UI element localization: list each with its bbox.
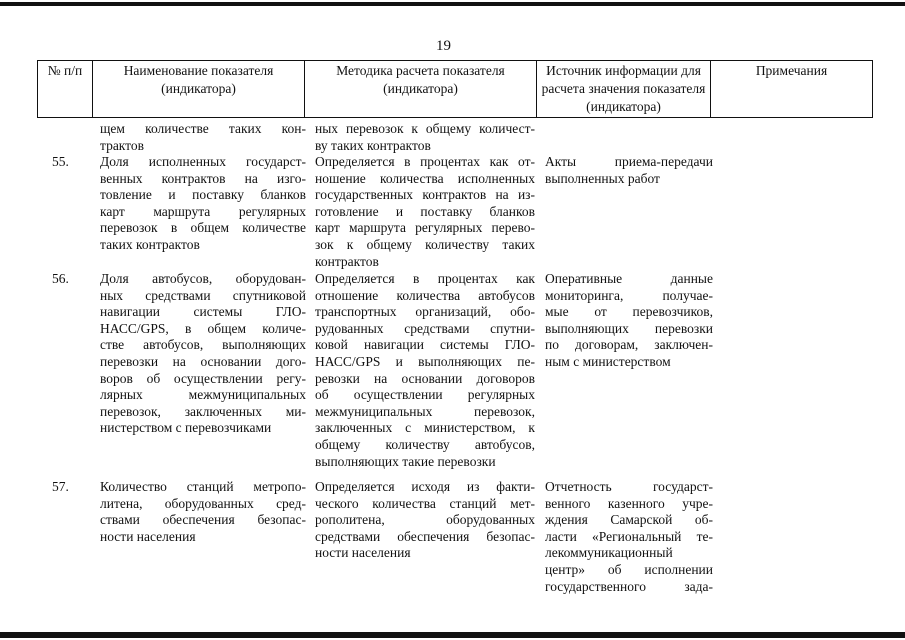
- information-source-cell: Оперативные данные мониторинга, получае- мые от перевозчиков, выполняющих перевозки по договорам, заключен- ным с министерством: [545, 271, 713, 369]
- bottom-border-rule: [0, 632, 905, 638]
- header-calculation-method: Методика расчета показателя (индикатора): [305, 61, 537, 118]
- header-number: № п/п: [38, 61, 93, 118]
- header-indicator-name: Наименование показателя (индикатора): [93, 61, 305, 118]
- row-number: 57.: [52, 479, 69, 494]
- indicator-name-cell: Количество станций метропо- литена, оборудованных сред- ствами обеспечения безопас- ности населения: [100, 479, 306, 544]
- row-number: 55.: [52, 154, 69, 169]
- header-information-source: Источник информации для расчета значения показателя (индикатора): [537, 61, 711, 118]
- top-border-rule: [0, 2, 905, 6]
- row-number: 56.: [52, 271, 69, 286]
- calculation-method-cell: Определяется исходя из факти- ческого количества станций мет- рополитена, оборудованных средствами обеспечения безопас- ности населения: [315, 479, 535, 561]
- table-header: [37, 60, 873, 118]
- continuation-method-cell: ных перевозок к общему количест- ву таких контрактов: [315, 121, 535, 153]
- information-source-cell: Отчетность государст- венного казенного учре- ждения Самарской об- ласти «Региональный те- лекоммуникационный центр» об исполнении государственного зада-: [545, 479, 713, 594]
- header-row: [38, 61, 873, 118]
- information-source-cell: Акты приема-передачи выполненных работ: [545, 154, 713, 186]
- indicator-name-cell: Доля автобусов, оборудован- ных средствами спутниковой навигации системы ГЛО- НАСС/GPS, в общем количе- стве автобусов, выполняющих перевозки на основании дого- воров об осуществлении регу- лярных межмуниципальных перевозок, заключенных ми- нистерством с перевозчиками: [100, 271, 306, 436]
- calculation-method-cell: Определяется в процентах как от- ношение количества исполненных государственных контрактов на из- готовление и поставку бланков карт маршрута регулярных перево- зок к общему количеству таких контрактов: [315, 154, 535, 269]
- continuation-name-cell: щем количестве таких кон- трактов: [100, 121, 306, 153]
- header-notes: Примечания: [711, 61, 873, 118]
- indicator-name-cell: Доля исполненных государст- венных контрактов на изго- товление и поставку бланков карт маршрута регулярных перевозок в общем количестве таких контрактов: [100, 154, 306, 252]
- page-number: 19: [436, 38, 451, 54]
- calculation-method-cell: Определяется в процентах как отношение количества автобусов транспортных организаций, обо- рудованных средствами спутни- ковой навигации системы ГЛО- НАСС/GPS и выполняющих пе- ревозки на основании договоров об осуществлении регулярных межмуниципальных перевозок, заключенных с министерством, к общему количеству автобусов, выполняющих такие перевозки: [315, 271, 535, 469]
